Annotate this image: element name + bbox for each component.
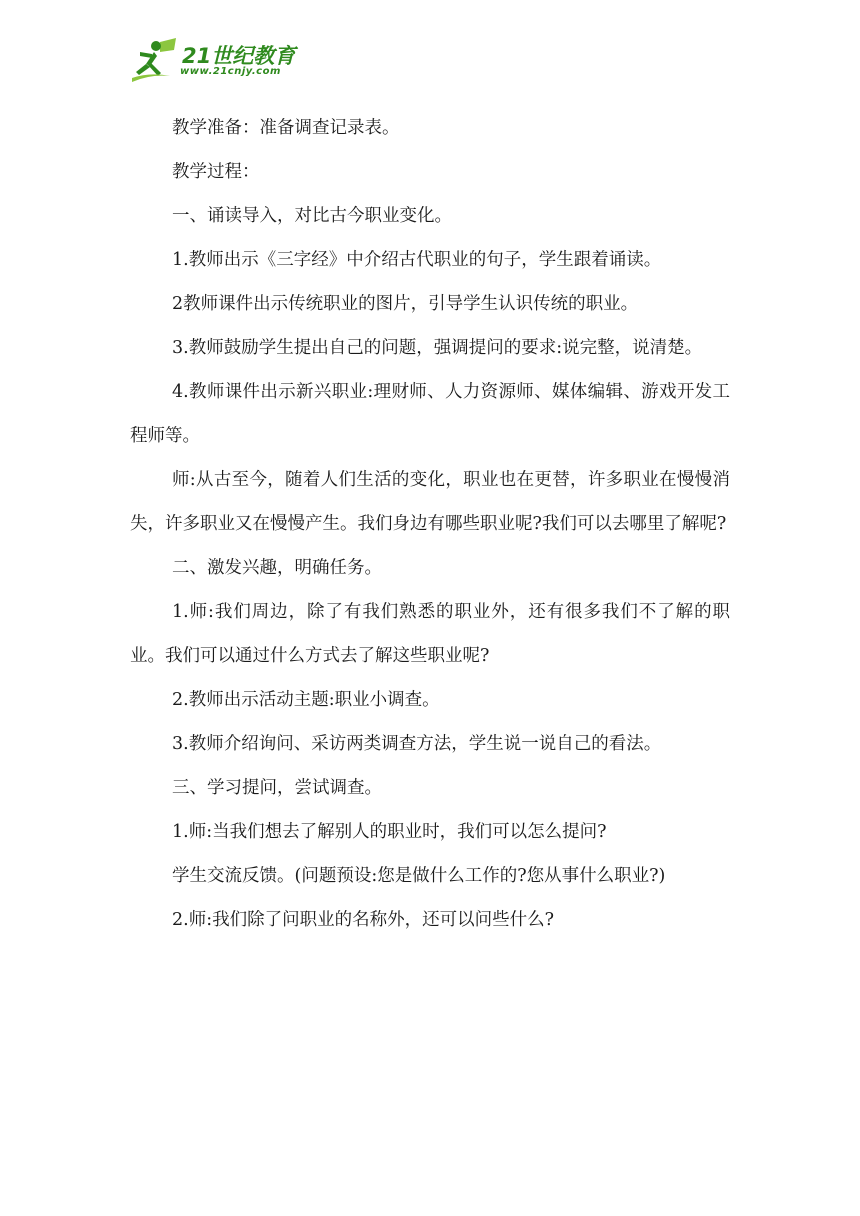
paragraph: 2.教师出示活动主题:职业小调查。 <box>172 690 440 710</box>
paragraph: 1.师:我们周边，除了有我们熟悉的职业外，还有很多我们不了解的职业。我们可以通过什么方式去了解这些职业呢? <box>130 602 730 666</box>
section-heading: 二、激发兴趣，明确任务。 <box>172 558 382 578</box>
paragraph: 1.师:当我们想去了解别人的职业时，我们可以怎么提问? <box>172 822 607 842</box>
section-heading: 三、学习提问，尝试调查。 <box>172 778 382 798</box>
paragraph: 教学准备：准备调查记录表。 <box>172 118 400 138</box>
runner-logo-icon <box>130 36 180 84</box>
paragraph: 1.教师出示《三字经》中介绍古代职业的句子，学生跟着诵读。 <box>172 250 662 270</box>
paragraph: 2.师:我们除了问职业的名称外，还可以问些什么? <box>172 910 554 930</box>
paragraph: 3.教师鼓励学生提出自己的问题，强调提问的要求:说完整，说清楚。 <box>172 338 703 358</box>
section-heading: 一、诵读导入，对比古今职业变化。 <box>172 206 452 226</box>
paragraph: 2教师课件出示传统职业的图片，引导学生认识传统的职业。 <box>172 294 639 314</box>
logo-url: www.21cnjy.com <box>180 66 281 77</box>
paragraph: 3.教师介绍询问、采访两类调查方法，学生说一说自己的看法。 <box>172 734 662 754</box>
brand-logo <box>130 36 300 84</box>
paragraph: 学生交流反馈。(问题预设:您是做什么工作的?您从事什么职业?) <box>172 866 666 886</box>
logo-text: 21世纪教育 <box>182 44 296 68</box>
paragraph: 师:从古至今，随着人们生活的变化，职业也在更替，许多职业在慢慢消失，许多职业又在慢慢产生。我们身边有哪些职业呢?我们可以去哪里了解呢? <box>130 470 730 534</box>
paragraph: 教学过程： <box>172 162 260 182</box>
document-body <box>130 106 730 942</box>
paragraph: 4.教师课件出示新兴职业:理财师、人力资源师、媒体编辑、游戏开发工程师等。 <box>130 382 730 446</box>
